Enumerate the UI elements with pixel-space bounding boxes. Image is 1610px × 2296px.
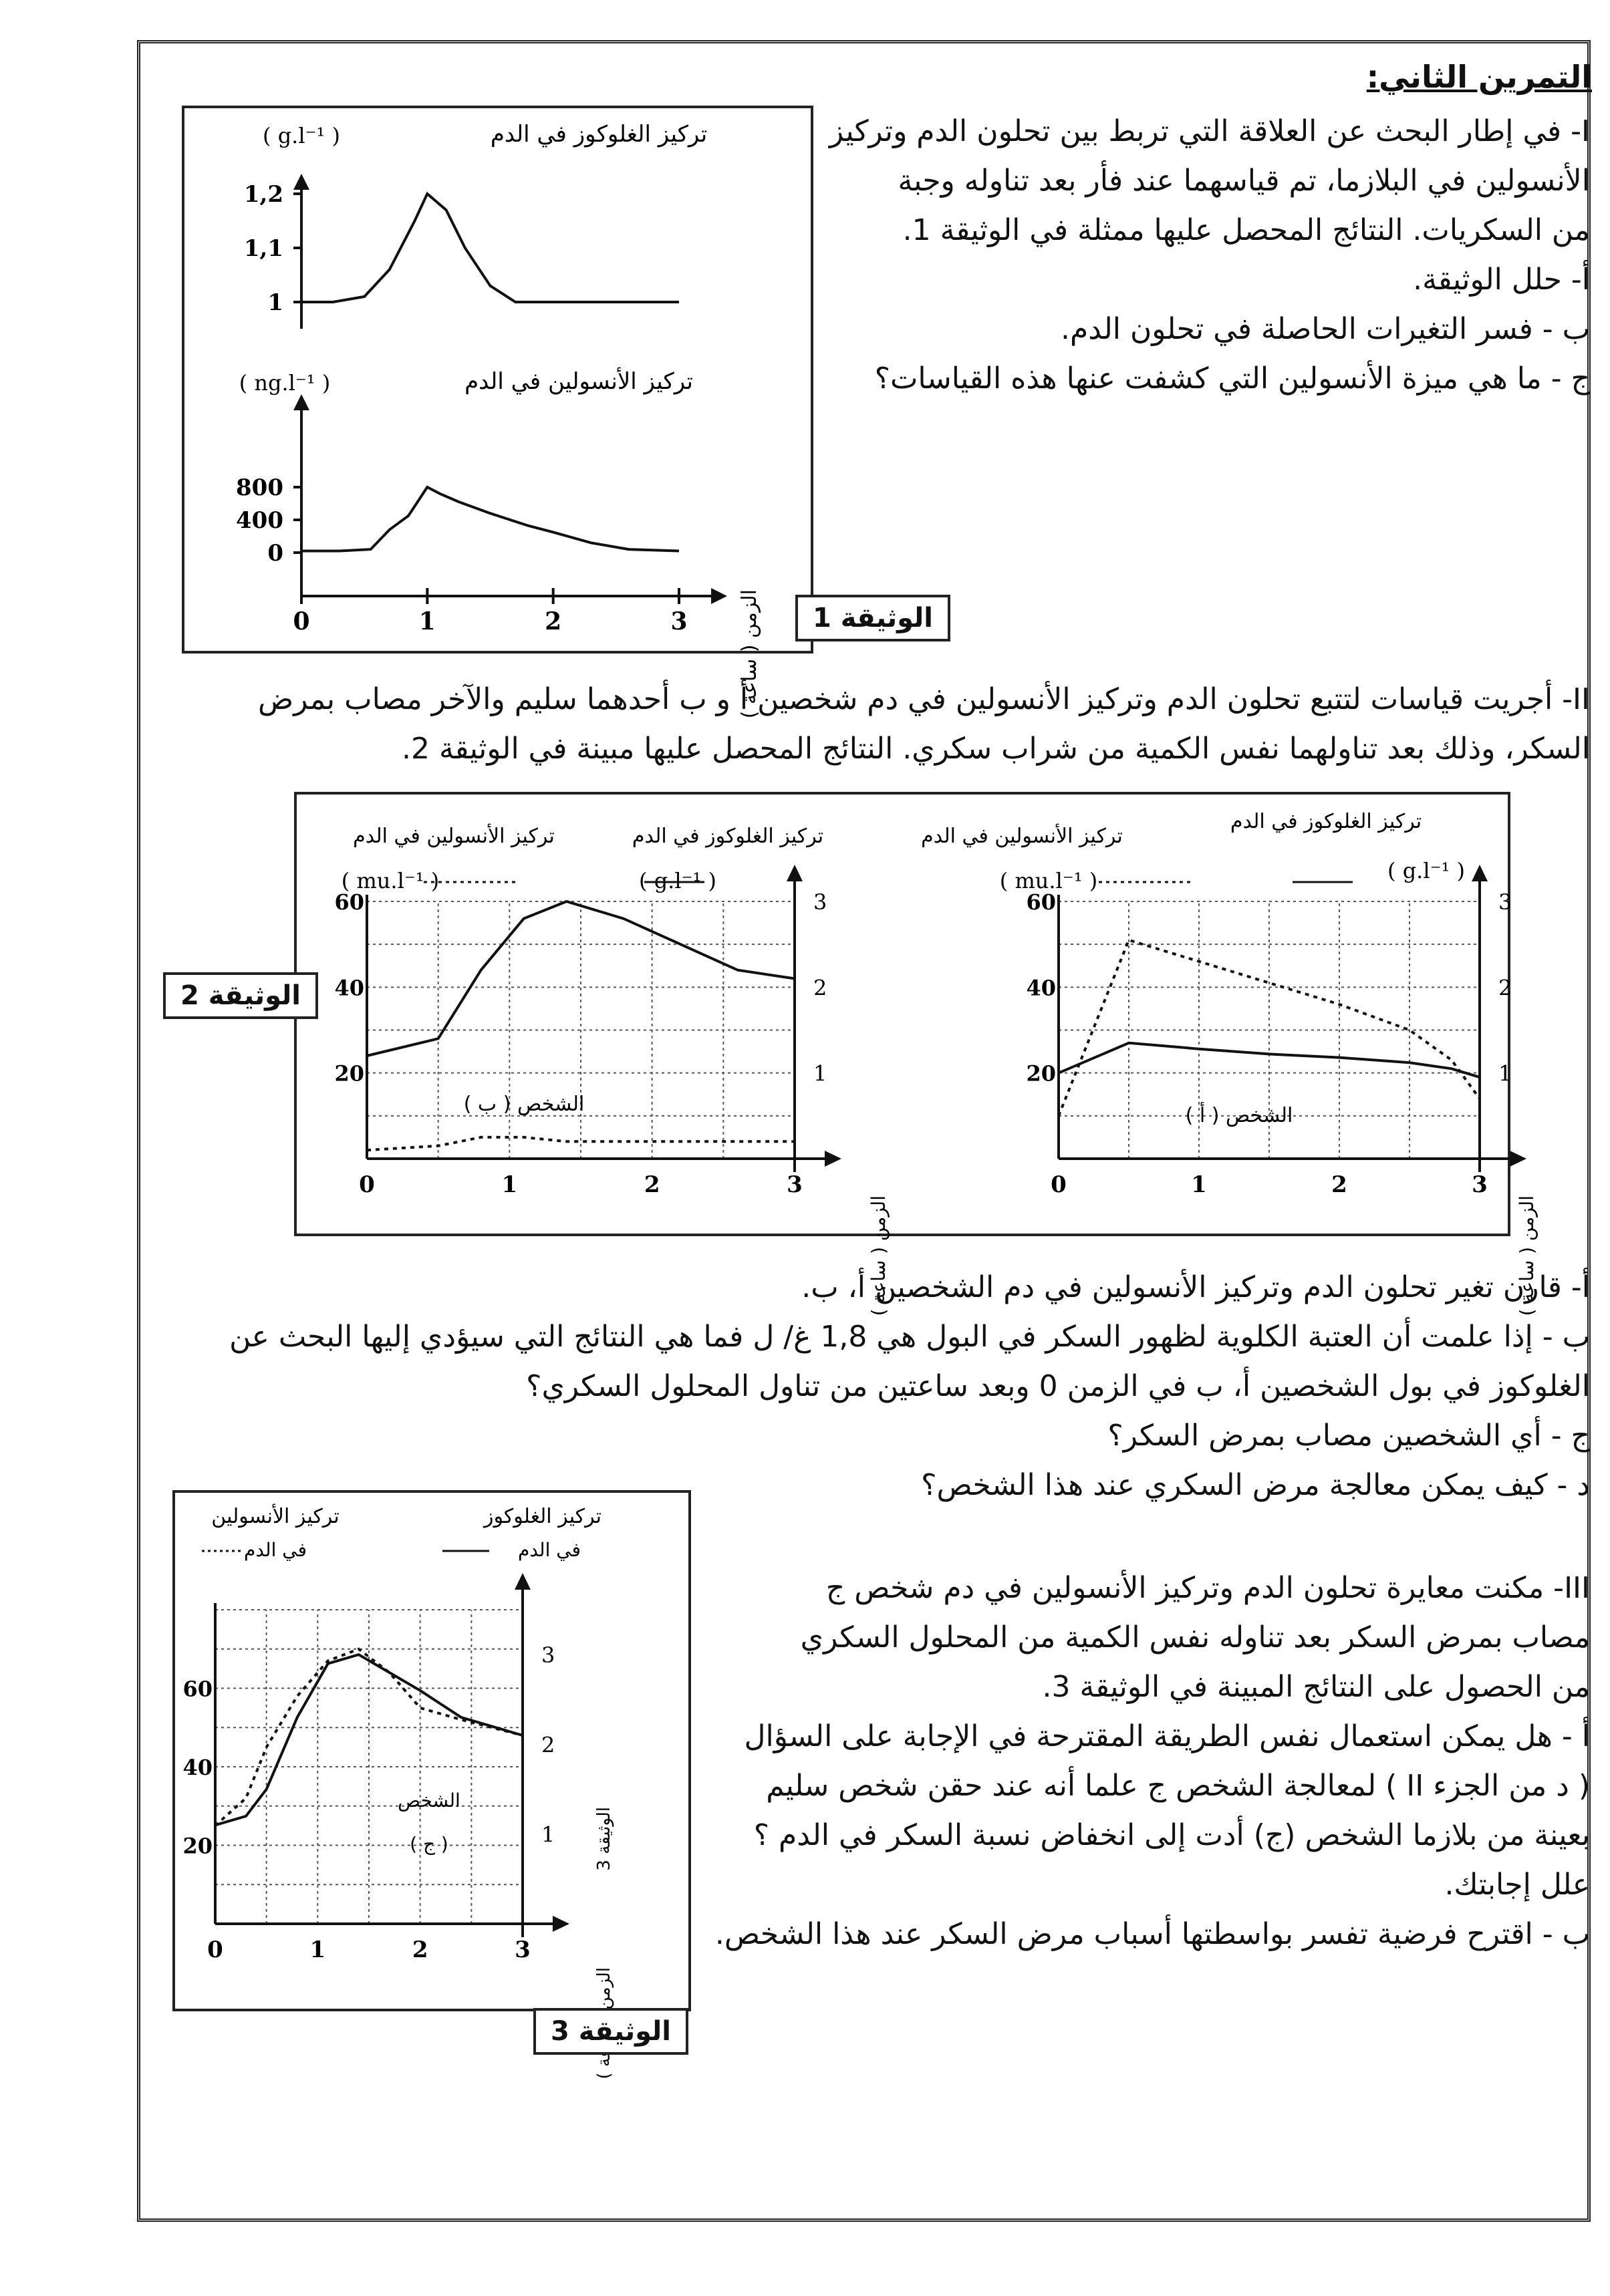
left-tick-label: 40: [334, 975, 364, 1001]
right-tick-label: 2: [813, 975, 827, 1001]
text-line: أ- حلل الوثيقة.: [1413, 263, 1590, 297]
question-line: أ- قارن تغير تحلون الدم وتركيز الأنسولين في دم الشخصين أ، ب.: [801, 1270, 1590, 1304]
doc1-bottom-title: تركيز الأنسولين في الدم: [464, 368, 693, 395]
doc2-b-glucose-unit: ( g.l⁻¹ ): [639, 868, 716, 893]
text-line: I- في إطار البحث عن العلاقة التي تربط بين تحلون الدم وتركيز: [829, 114, 1590, 148]
text-line: الأنسولين في البلازما، تم قياسهما عند فأر بعد تناوله وجبة: [898, 164, 1590, 198]
text-line: من الحصول على النتائج المبينة في الوثيقة 3.: [1042, 1670, 1590, 1704]
doc3-glucose-title: تركيز الغلوكوز: [484, 1505, 601, 1528]
left-tick-label: 20: [182, 1833, 213, 1859]
doc2-a-time-label: الزمن ( ساعة ): [1516, 1195, 1538, 1316]
x-tick-label: 1: [1191, 1171, 1207, 1198]
doc1-label: الوثيقة 1: [795, 595, 950, 641]
question-line: الغلوكوز في بول الشخصين أ، ب في الزمن 0 وبعد ساعتين من تناول المحلول السكري؟: [526, 1369, 1590, 1403]
doc1-time-label: الزمن ( ساعة ): [738, 589, 761, 719]
x-tick-label: 1: [501, 1171, 518, 1198]
x-tick-label: 3: [515, 1936, 531, 1963]
text-line: من السكريات. النتائج المحصل عليها ممثلة في الوثيقة 1.: [902, 213, 1590, 247]
x-tick-label: 0: [1051, 1171, 1067, 1198]
text-line: علل إجابتك.: [1444, 1868, 1590, 1902]
text-line: III- مكنت معايرة تحلون الدم وتركيز الأنسولين في دم شخص ج: [825, 1571, 1590, 1605]
doc1-x-tick-label: 2: [545, 607, 562, 635]
text-line: II- أجريت قياسات لتتبع تحلون الدم وتركيز الأنسولين في دم شخصين أ و ب أحدهما سليم والآخر مصاب بمرض: [258, 682, 1590, 716]
axis-arrow: [515, 1573, 531, 1590]
doc1-top-tick-label: 1,1: [243, 235, 283, 262]
doc1-top-unit: ( g.l⁻¹ ): [263, 123, 340, 148]
doc3-person: الشخص: [398, 1789, 460, 1812]
doc1-bottom-tick-label: 800: [236, 474, 283, 501]
glucose-line: [215, 1655, 523, 1825]
doc1-top-tick-label: 1: [267, 289, 283, 316]
doc3-label: الوثيقة 3: [533, 2008, 688, 2055]
doc2-person-b: الشخص ( ب ): [463, 1093, 585, 1116]
doc1-glucose-line: [301, 194, 679, 302]
doc2-a-insulin-unit: ( mu.l⁻¹ ): [999, 868, 1098, 893]
doc2-b-insulin-title: تركيز الأنسولين في الدم: [353, 825, 555, 848]
doc1-top-title: تركيز الغلوكوز في الدم: [490, 121, 708, 148]
doc2-b-time-label: الزمن ( ساعة ): [867, 1195, 890, 1316]
doc2-label: الوثيقة 2: [163, 972, 318, 1019]
doc1-insulin-line: [301, 487, 679, 551]
text-line: ب - اقترح فرضية تفسر بواسطتها أسباب مرض السكر عند هذا الشخص.: [714, 1917, 1590, 1951]
text-line: أ - هل يمكن استعمال نفس الطريقة المقترحة في الإجابة على السؤال: [744, 1719, 1590, 1753]
doc3-side-label: الوثيقة 3: [594, 1807, 614, 1871]
right-tick-label: 3: [813, 889, 827, 915]
doc1-x-tick-label: 3: [670, 607, 688, 635]
doc1-x-tick-label: 0: [293, 607, 310, 635]
axis-arrow: [1472, 865, 1488, 881]
x-tick-label: 2: [1331, 1171, 1347, 1198]
part3-text: [715, 1564, 1590, 1959]
left-tick-label: 60: [334, 889, 364, 915]
doc1-bottom-unit: ( ng.l⁻¹ ): [239, 370, 331, 396]
doc2-b-insulin-unit: ( mu.l⁻¹ ): [341, 868, 440, 893]
text-line: ب - فسر التغيرات الحاصلة في تحلون الدم.: [1061, 312, 1590, 346]
doc3-svg: [175, 1493, 688, 2009]
x-tick-label: 3: [1472, 1171, 1488, 1198]
doc1-bottom-tick-label: 400: [236, 507, 283, 534]
text-line: ( د من الجزء II ) لمعالجة الشخص ج علما أنه عند حقن شخص سليم: [766, 1769, 1590, 1803]
right-tick-label: 3: [1498, 889, 1512, 915]
doc1-x-tick-label: 1: [418, 607, 436, 635]
x-tick-label: 0: [207, 1936, 223, 1963]
doc2-a-insulin-title: تركيز الأنسولين في الدم: [921, 825, 1123, 848]
left-tick-label: 60: [182, 1676, 213, 1702]
doc3-glucose-title2: في الدم: [518, 1539, 581, 1561]
left-tick-label: 20: [334, 1060, 364, 1087]
question-line: د - كيف يمكن معالجة مرض السكري عند هذا الشخص؟: [921, 1468, 1590, 1502]
right-tick-label: 1: [1498, 1060, 1512, 1087]
text-line: مصاب بمرض السكر بعد تناوله نفس الكمية من المحلول السكري: [800, 1620, 1590, 1655]
left-tick-label: 60: [1026, 889, 1056, 915]
doc1-figure: [182, 106, 813, 719]
axis-arrow: [825, 1151, 841, 1167]
axis-arrow: [787, 865, 803, 881]
right-tick-label: 2: [541, 1732, 555, 1758]
doc2-a-glucose-title: تركيز الغلوكوز في الدم: [1230, 810, 1422, 833]
doc1-top-tick-label: 1,2: [243, 181, 283, 208]
text-line: بعينة من بلازما الشخص (ج) أدت إلى انخفاض نسبة السكر في الدم ؟: [753, 1818, 1590, 1852]
doc3-insulin-title: تركيز الأنسولين: [211, 1505, 340, 1528]
doc1-bottom-tick-label: 0: [267, 540, 283, 567]
right-tick-label: 1: [541, 1822, 555, 1848]
text-line: السكر، وذلك بعد تناولهما نفس الكمية من شراب سكري. النتائج المحصل عليها مبينة في الوثيقة 2.: [401, 732, 1590, 766]
doc3-insulin-title2: في الدم: [244, 1539, 307, 1561]
part2-questions: [229, 1263, 1590, 1510]
right-tick-label: 2: [1498, 975, 1512, 1001]
doc3-figure: [172, 1490, 691, 2011]
right-tick-label: 3: [541, 1642, 555, 1669]
doc2-b-glucose-title: تركيز الغلوكوز في الدم: [632, 825, 824, 848]
part2-text: [258, 675, 1590, 774]
insulin-line: [1059, 940, 1480, 1116]
axis-arrow: [553, 1916, 569, 1932]
right-tick-label: 1: [813, 1060, 827, 1087]
x-tick-label: 2: [412, 1936, 428, 1963]
x-tick-label: 3: [787, 1171, 803, 1198]
part1-text: [829, 107, 1590, 404]
left-tick-label: 40: [182, 1755, 213, 1780]
doc2-person-a: الشخص ( أ ): [1185, 1104, 1293, 1127]
question-line: ج - أي الشخصين مصاب بمرض السكر؟: [1107, 1419, 1590, 1453]
left-tick-label: 40: [1026, 975, 1056, 1001]
doc2-a-glucose-unit: ( g.l⁻¹ ): [1387, 858, 1465, 883]
text-line: ج - ما هي ميزة الأنسولين التي كشفت عنها هذه القياسات؟: [874, 362, 1590, 396]
x-tick-label: 1: [309, 1936, 326, 1963]
exercise-title: التمرين الثاني:: [1366, 59, 1592, 95]
doc1-svg: [184, 108, 811, 719]
left-tick-label: 20: [1026, 1060, 1056, 1087]
glucose-line: [367, 901, 795, 1056]
x-tick-label: 0: [359, 1171, 375, 1198]
x-tick-label: 2: [644, 1171, 660, 1198]
doc3-person-letter: ( ج ): [410, 1833, 448, 1855]
question-line: ب - إذا علمت أن العتبة الكلوية لظهور السكر في البول هي 1,8 غ/ ل فما هي النتائج التي سيؤدي إليها البحث عن: [229, 1320, 1590, 1354]
